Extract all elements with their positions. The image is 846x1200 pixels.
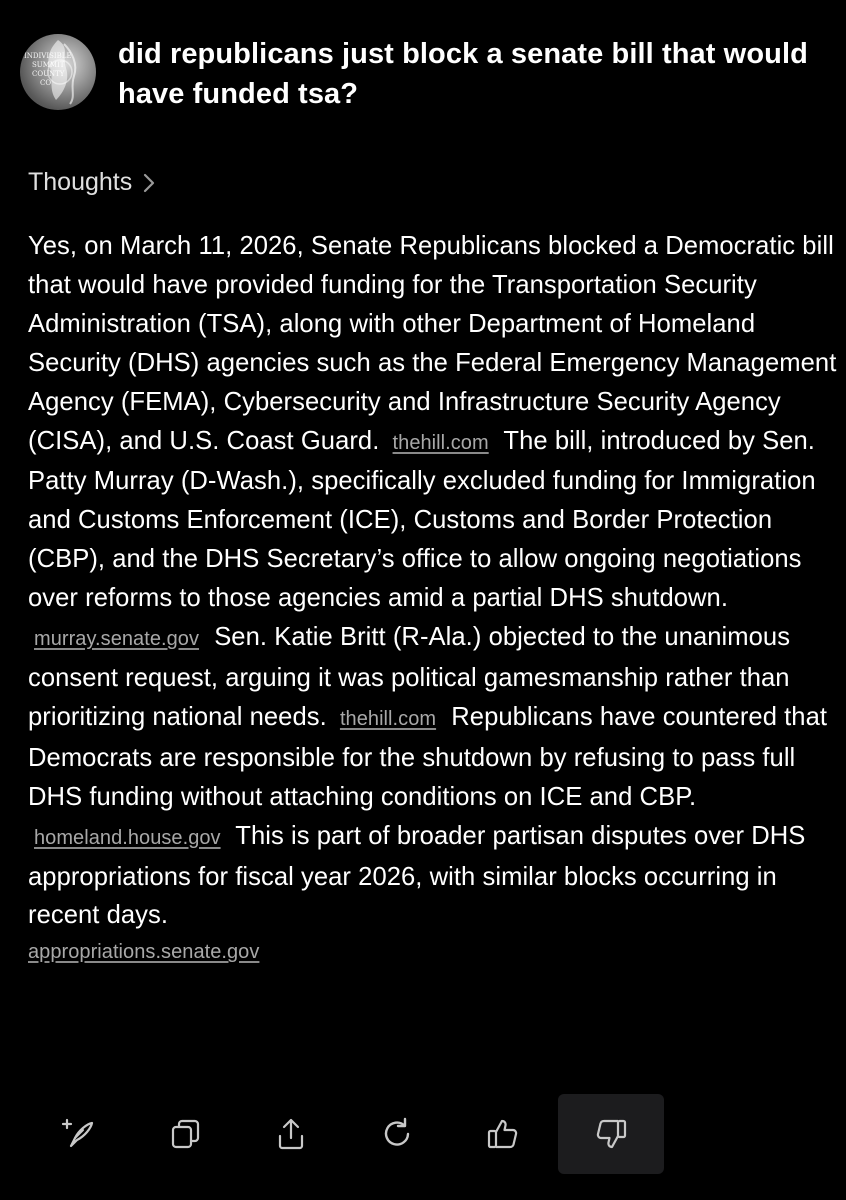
citation-link[interactable]: homeland.house.gov — [34, 826, 221, 849]
user-avatar — [20, 34, 96, 110]
user-message: did republicans just block a senate bill that would have funded tsa? — [118, 38, 808, 110]
copy-icon — [167, 1116, 203, 1152]
avatar-caption-line: CO — [40, 79, 52, 87]
answer-text: The bill, introduced by Sen. Patty Murray (D-Wash.), specifically excluded funding for Immigration and Customs Enforcement (ICE), Customs and Border Protection (CBP), and the DHS Secretary’s office to allow ongoing negotiations over reforms to those agencies amid a partial DHS shutdown. — [28, 426, 816, 613]
thumbs-up-icon — [485, 1116, 521, 1152]
thumbs-down-button[interactable] — [558, 1094, 664, 1174]
answer-text: Republicans have countered that Democrats are responsible for the shutdown by refusing to pass full DHS funding without attaching conditions on ICE and CBP. — [28, 702, 828, 811]
share-button[interactable] — [238, 1094, 344, 1174]
edit-sparkle-icon — [61, 1116, 97, 1152]
answer-text: Sen. Katie Britt (R-Ala.) objected to the unanimous consent request, arguing it was political gamesmanship rather than prioritizing national needs. — [28, 623, 791, 731]
response-toolbar — [0, 1094, 846, 1174]
citation-link[interactable]: murray.senate.gov — [34, 628, 200, 651]
regenerate-button[interactable] — [344, 1094, 450, 1174]
answer-text: This is part of broader partisan disputes over DHS appropriations for fiscal year 2026, with similar blocks occurring in recent days. — [28, 821, 806, 930]
avatar-caption — [20, 34, 96, 110]
citation-link[interactable]: thehill.com — [392, 431, 489, 454]
edit-button[interactable] — [26, 1094, 132, 1174]
avatar-caption-line: SUMMIT COUNTY — [32, 61, 65, 78]
thoughts-label: Thoughts — [28, 168, 133, 196]
regenerate-icon — [379, 1116, 415, 1152]
thumbs-up-button[interactable] — [450, 1094, 556, 1174]
chevron-right-icon — [142, 172, 156, 194]
citation-link[interactable]: thehill.com — [339, 707, 437, 730]
avatar-caption-line: INDIVISIBLE — [24, 52, 72, 60]
assistant-answer — [28, 227, 840, 969]
thoughts-toggle[interactable] — [28, 168, 156, 197]
citation-link[interactable]: appropriations.senate.gov — [28, 941, 260, 964]
share-icon — [273, 1116, 309, 1152]
copy-button[interactable] — [132, 1094, 238, 1174]
thumbs-down-icon — [593, 1116, 629, 1152]
answer-text: Yes, on March 11, 2026, Senate Republicans blocked a Democratic bill that would have provided funding for the Transportation Security Administration (TSA), along with other Department of Homeland Security (DHS) agencies such as the Federal Emergency Management Agency (FEMA), Cybersecurity and Infrastructure Security Agency (CISA), and U.S. Coast Guard. — [28, 232, 837, 455]
